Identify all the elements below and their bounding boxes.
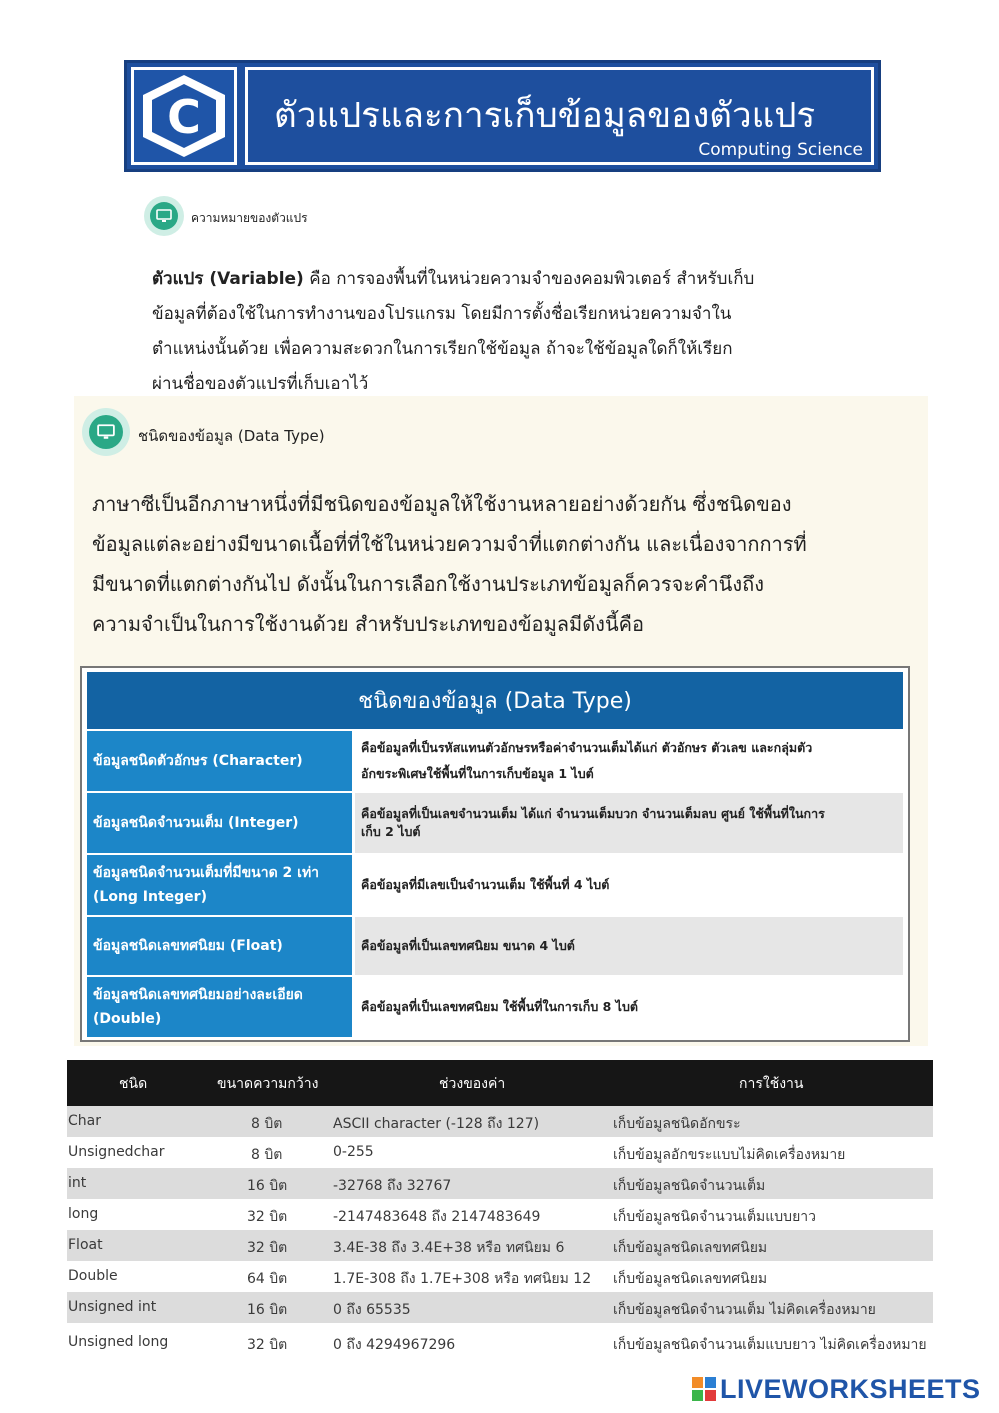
type-label: ข้อมูลชนิดเลขทศนิยมอย่างละเอียด bbox=[93, 987, 303, 1003]
table-row bbox=[87, 793, 903, 853]
description-text-cont: อักขระพิเศษใช้พื้นที่ในการเก็บข้อมูล 1 ไบต์ bbox=[361, 766, 594, 781]
cell-type: long bbox=[68, 1206, 99, 1222]
paragraph-line: ตำแหน่งนั้นด้วย เพื่อความสะดวกในการเรียกใช้ข้อมูล ถ้าจะใช้ข้อมูลใดก็ให้เรียก bbox=[152, 339, 733, 359]
table-row bbox=[67, 1230, 933, 1261]
monitor-icon bbox=[144, 196, 184, 236]
table-row bbox=[67, 1137, 933, 1168]
cell-usage: เก็บข้อมูลชนิดเลขทศนิยม bbox=[613, 1271, 768, 1287]
cell-range: -2147483648 ถึง 2147483649 bbox=[333, 1209, 541, 1225]
description-text-cont: เก็บ 2 ไบต์ bbox=[361, 824, 421, 839]
cell-size: 32 บิต bbox=[247, 1240, 288, 1256]
brand-text: LIVEWORKSHEETS bbox=[720, 1373, 981, 1404]
monitor-icon bbox=[82, 408, 130, 456]
data-range-table bbox=[67, 1060, 933, 1362]
cell-size: 8 บิต bbox=[251, 1147, 283, 1163]
svg-text:C: C bbox=[167, 90, 201, 144]
type-cell bbox=[87, 731, 352, 791]
table-row bbox=[67, 1261, 933, 1292]
table-row bbox=[67, 1292, 933, 1323]
bold-term: ตัวแปร (Variable) bbox=[152, 269, 304, 289]
type-cell bbox=[87, 793, 352, 853]
brand-squares-icon bbox=[692, 1377, 716, 1401]
paragraph-line: ข้อมูลที่ต้องใช้ในการทำงานของโปรแกรม โดยมีการตั้งชื่อเรียกหน่วยความจำใน bbox=[152, 304, 732, 324]
cell-type: Double bbox=[68, 1268, 118, 1284]
description-cell bbox=[355, 731, 903, 791]
description-cell bbox=[355, 855, 903, 915]
cell-usage: เก็บข้อมูลอักขระแบบไม่คิดเครื่องหมาย bbox=[613, 1147, 846, 1163]
cell-range: 3.4E-38 ถึง 3.4E+38 หรือ ทศนิยม 6 bbox=[333, 1240, 565, 1256]
description-text: คือข้อมูลที่เป็นเลขทศนิยม ใช้พื้นที่ในการเก็บ 8 ไบต์ bbox=[361, 999, 639, 1014]
description-text: คือข้อมูลที่มีเลขเป็นจำนวนเต็ม ใช้พื้นที่ 4 ไบต์ bbox=[361, 877, 610, 892]
data-type-table-header: ชนิดของข้อมูล (Data Type) bbox=[87, 672, 903, 729]
cell-usage: เก็บข้อมูลชนิดเลขทศนิยม bbox=[613, 1240, 768, 1256]
cell-size: 16 บิต bbox=[247, 1302, 288, 1318]
cell-range: 0-255 bbox=[333, 1144, 374, 1160]
paragraph-line: ข้อมูลแต่ละอย่างมีขนาดเนื้อที่ที่ใช้ในหน่วยความจำที่แตกต่างกัน และเนื่องจากการที่ bbox=[92, 532, 807, 556]
type-label-cont: (Long Integer) bbox=[93, 889, 207, 905]
range-table-header bbox=[67, 1060, 933, 1106]
description-text: คือข้อมูลที่เป็นรหัสแทนตัวอักษรหรือค่าจำนวนเต็มได้แก่ ตัวอักษร ตัวเลข และกลุ่มตัว bbox=[361, 740, 813, 755]
paragraph-line: มีขนาดที่แตกต่างกันไป ดังนั้นในการเลือกใช้งานประเภทข้อมูลก็ควรจะคำนึงถึง bbox=[92, 572, 764, 596]
type-cell bbox=[87, 855, 352, 915]
table-row bbox=[87, 917, 903, 975]
table-row bbox=[87, 855, 903, 915]
cell-size: 64 บิต bbox=[247, 1271, 288, 1287]
data-type-intro-paragraph bbox=[92, 484, 912, 644]
table-row bbox=[67, 1168, 933, 1199]
column-header-range: ช่วงของค่า bbox=[439, 1076, 506, 1092]
description-text: คือข้อมูลที่เป็นเลขจำนวนเต็ม ได้แก่ จำนวนเต็มบวก จำนวนเต็มลบ ศูนย์ ใช้พื้นที่ในการ bbox=[361, 806, 825, 821]
cell-usage: เก็บข้อมูลชนิดจำนวนเต็มแบบยาว bbox=[613, 1209, 816, 1225]
cell-type: Char bbox=[68, 1113, 101, 1129]
cell-type: Unsigned long bbox=[68, 1334, 169, 1350]
column-header-usage: การใช้งาน bbox=[739, 1076, 804, 1092]
variable-definition-paragraph bbox=[152, 262, 842, 402]
page-subtitle: Computing Science bbox=[698, 140, 863, 160]
paragraph-line: ความจำเป็นในการใช้งานด้วย สำหรับประเภทของข้อมูลมีดังนี้คือ bbox=[92, 612, 645, 636]
column-header-type: ชนิด bbox=[119, 1076, 148, 1092]
type-cell bbox=[87, 917, 352, 975]
cell-type: Unsignedchar bbox=[68, 1144, 165, 1160]
table-row bbox=[67, 1325, 933, 1359]
cell-usage: เก็บข้อมูลชนิดจำนวนเต็ม bbox=[613, 1178, 766, 1194]
paragraph-line: คือ การจองพื้นที่ในหน่วยความจำของคอมพิวเตอร์ สำหรับเก็บ bbox=[303, 269, 755, 289]
hexagon-c-icon bbox=[134, 70, 234, 162]
paragraph-line: ผ่านชื่อของตัวแปรที่เก็บเอาไว้ bbox=[152, 374, 369, 394]
cell-size: 16 บิต bbox=[247, 1178, 288, 1194]
liveworksheets-logo bbox=[692, 1374, 981, 1404]
section-label-data-type: ชนิดของข้อมูล (Data Type) bbox=[138, 427, 325, 445]
cell-type: Float bbox=[68, 1237, 103, 1253]
cell-type: int bbox=[68, 1175, 87, 1191]
data-type-table bbox=[80, 666, 910, 1042]
description-cell bbox=[355, 793, 903, 853]
paragraph-line: ภาษาซีเป็นอีกภาษาหนึ่งที่มีชนิดของข้อมูลให้ใช้งานหลายอย่างด้วยกัน ซึ่งชนิดของ bbox=[92, 492, 792, 516]
section-label-variable-meaning: ความหมายของตัวแปร bbox=[191, 211, 308, 225]
cell-size: 32 บิต bbox=[247, 1209, 288, 1225]
cell-range: 0 ถึง 65535 bbox=[333, 1302, 411, 1318]
cell-type: Unsigned int bbox=[68, 1299, 157, 1315]
type-label: ข้อมูลชนิดจำนวนเต็ม (Integer) bbox=[93, 815, 299, 831]
type-cell bbox=[87, 977, 352, 1037]
cell-range: 0 ถึง 4294967296 bbox=[333, 1337, 456, 1353]
type-label: ข้อมูลชนิดตัวอักษร (Character) bbox=[93, 753, 303, 769]
table-row bbox=[67, 1106, 933, 1137]
cell-usage: เก็บข้อมูลชนิดจำนวนเต็มแบบยาว ไม่คิดเครื่องหมาย bbox=[613, 1337, 927, 1353]
cell-range: 1.7E-308 ถึง 1.7E+308 หรือ ทศนิยม 12 bbox=[333, 1271, 592, 1287]
c-language-logo bbox=[131, 67, 237, 165]
header-banner bbox=[124, 60, 881, 172]
cell-range: ASCII character (-128 ถึง 127) bbox=[333, 1116, 540, 1132]
cell-size: 32 บิต bbox=[247, 1337, 288, 1353]
table-row bbox=[87, 731, 903, 791]
page-title: ตัวแปรและการเก็บข้อมูลของตัวแปร bbox=[274, 96, 816, 136]
table-row bbox=[67, 1199, 933, 1230]
cell-usage: เก็บข้อมูลชนิดจำนวนเต็ม ไม่คิดเครื่องหมาย bbox=[613, 1302, 876, 1318]
cell-range: -32768 ถึง 32767 bbox=[333, 1178, 452, 1194]
type-label: ข้อมูลชนิดจำนวนเต็มที่มีขนาด 2 เท่า bbox=[93, 865, 320, 881]
cell-usage: เก็บข้อมูลชนิดอักขระ bbox=[613, 1116, 741, 1132]
description-cell bbox=[355, 917, 903, 975]
column-header-size: ขนาดความกว้าง bbox=[217, 1076, 319, 1092]
table-row bbox=[87, 977, 903, 1037]
type-label-cont: (Double) bbox=[93, 1011, 162, 1027]
title-box bbox=[245, 67, 874, 165]
description-text: คือข้อมูลที่เป็นเลขทศนิยม ขนาด 4 ไบต์ bbox=[361, 938, 575, 953]
type-label: ข้อมูลชนิดเลขทศนิยม (Float) bbox=[93, 938, 283, 954]
description-cell bbox=[355, 977, 903, 1037]
cell-size: 8 บิต bbox=[251, 1116, 283, 1132]
